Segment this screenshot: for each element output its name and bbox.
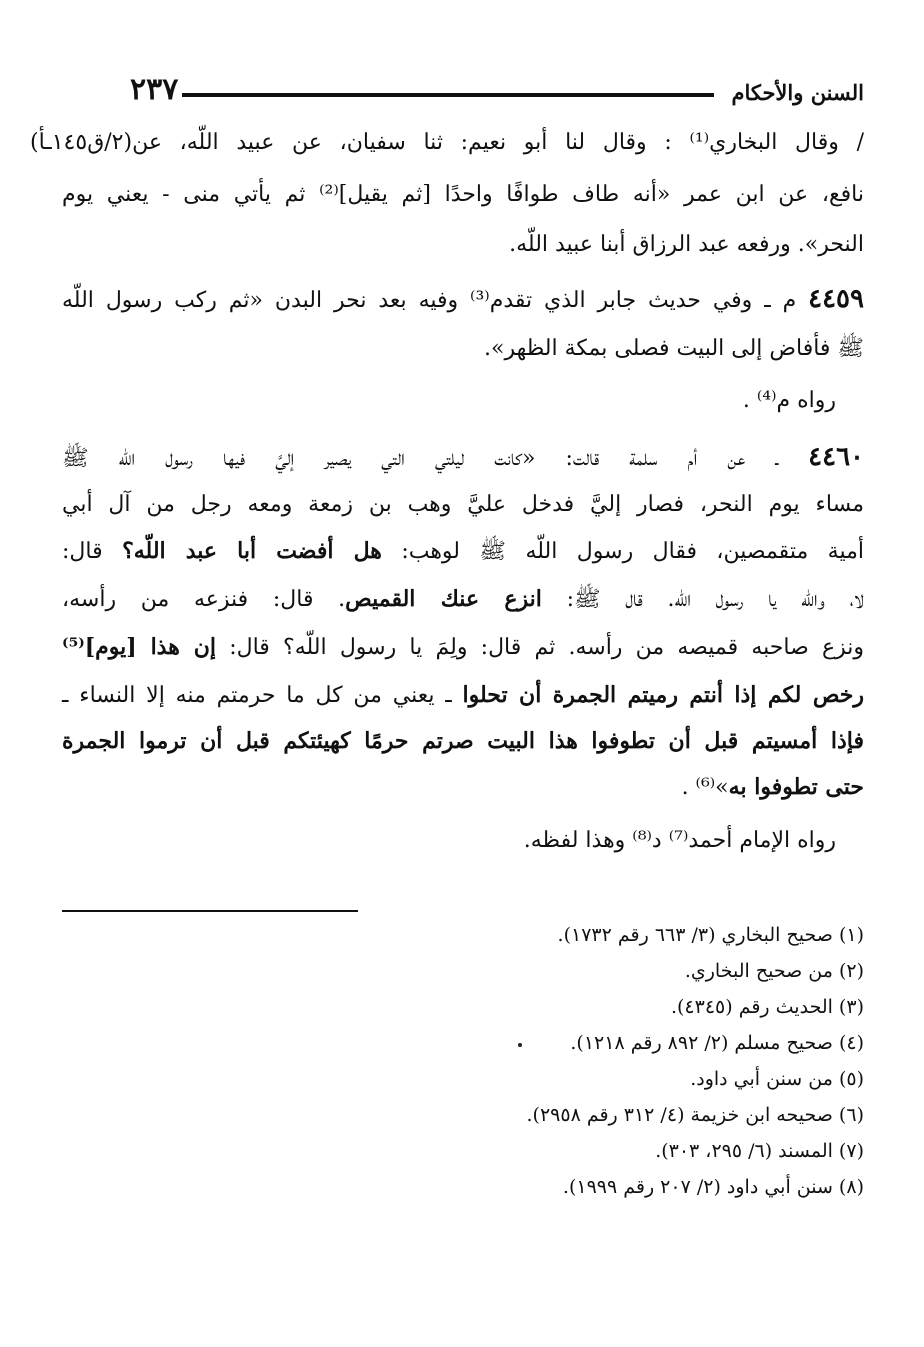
stray-ink-dot [518, 1043, 522, 1047]
hadith-4460-line-8 [30, 776, 864, 799]
hadith-4460-line-5 [62, 636, 864, 659]
footnote-6: (٦) صحيحه ابن خزيمة (٤/ ٣١٢ رقم ٢٩٥٨). [526, 1104, 864, 1126]
prophet-speech: هل أفضت أبا عبد اللّه؟ [122, 538, 382, 564]
hadith-4460-line-3 [62, 540, 864, 563]
line-text: ونزع صاحبه قميصه من رأسه. ثم قال: ولِمَ يا رسول اللّه؟ قال: [215, 635, 864, 660]
line-text: مساء يوم النحر، فصار إليَّ فدخل عليَّ وهب بن زمعة ومعه رجل من آل أبي [62, 492, 864, 517]
running-title: السنن والأحكام [731, 80, 864, 105]
footnote-1: (١) صحيح البخاري (٣/ ٦٦٣ رقم ١٧٣٢). [557, 924, 864, 946]
line-text: »⁽⁶⁾ . [681, 775, 729, 800]
riwayah-line [30, 830, 836, 852]
running-header [130, 72, 864, 112]
footnote-4: (٤) صحيح مسلم (٢/ ٨٩٢ رقم ١٢١٨). [570, 1032, 864, 1054]
line-text: رواه الإمام أحمد⁽⁷⁾ د⁽⁸⁾ وهذا لفظه. [523, 828, 836, 853]
footnote-separator [62, 910, 358, 912]
body-line-2 [62, 184, 864, 206]
prophet-speech: رخص لكم إذا أنتم رميتم الجمرة أن تحلوا [462, 682, 864, 708]
prophet-speech: انزع عنك القميص [345, 586, 542, 612]
line-text: رواه م⁽⁴⁾ . [742, 388, 836, 413]
prophet-speech: إن هذا [يوم]⁽⁵⁾ [62, 634, 216, 660]
prophet-speech: فإذا أمسيتم قبل أن تطوفوا هذا البيت صرتم حرمًا كهيئتكم قبل أن ترموا الجمرة [62, 728, 864, 754]
line-tail: . قال: فنزعه من رأسه، [62, 587, 346, 612]
body-line-1 [30, 132, 864, 154]
body-line-3 [30, 234, 864, 256]
line-tail: قال: [62, 539, 123, 564]
footnote-5: (٥) من سنن أبي داود. [690, 1068, 864, 1090]
footnote-2: (٢) من صحيح البخاري. [684, 960, 864, 982]
hadith-4460-line-7 [62, 730, 864, 753]
hadith-number: ٤٤٥٩ [808, 284, 864, 314]
line-text: ـ يعني من كل ما حرمتم منه إلا النساء ـ [62, 683, 463, 708]
hadith-4460-line-2 [62, 494, 864, 516]
footnote-7: (٧) المسند (٦/ ٢٩٥، ٣٠٣). [655, 1140, 864, 1162]
line-text: ﷺ فأفاض إلى البيت فصلى بمكة الظهر». [483, 336, 864, 361]
footnote-3: (٣) الحديث رقم (٤٣٤٥). [670, 996, 864, 1018]
hadith-4460-line-1 [62, 444, 864, 470]
line-text: ـ عن أم سلمة قالت: «كانت ليلتي التي يصير إليَّ فيها رسول اللّه ﷺ [62, 446, 779, 471]
footnote-8: (٨) سنن أبي داود (٢/ ٢٠٧ رقم ١٩٩٩). [562, 1176, 864, 1198]
line-text: أمية متقمصين، فقال رسول اللّه ﷺ لوهب: [381, 539, 865, 564]
hadith-4460-line-6 [62, 684, 864, 707]
line-text: / وقال البخاري⁽¹⁾ : وقال لنا أبو نعيم: ثنا سفيان، عن عبيد اللّه، عن(٢/ق١٤٥ـأ) [30, 130, 864, 155]
line-text: لا، واللّه يا رسول اللّه. قال ﷺ: [541, 587, 864, 612]
hadith-4459-line-2 [30, 338, 864, 360]
line-text: النحر». ورفعه عبد الرزاق أبنا عبيد اللّه. [509, 232, 864, 257]
header-rule [182, 93, 714, 97]
hadith-number: ٤٤٦٠ [808, 442, 864, 472]
hadith-4460-line-4 [62, 588, 864, 611]
page-number: ٢٣٧ [130, 72, 179, 107]
line-text: م ـ وفي حديث جابر الذي تقدم⁽³⁾ وفيه بعد نحر البدن «ثم ركب رسول اللّه [62, 288, 797, 313]
prophet-speech: حتى تطوفوا به [728, 774, 864, 800]
hadith-4459-line-1 [62, 286, 864, 312]
riwayah-line [30, 390, 836, 412]
line-text: نافع، عن ابن عمر «أنه طاف طوافًا واحدًا [ثم يقيل]⁽²⁾ ثم يأتي منى - يعني يوم [62, 182, 864, 207]
